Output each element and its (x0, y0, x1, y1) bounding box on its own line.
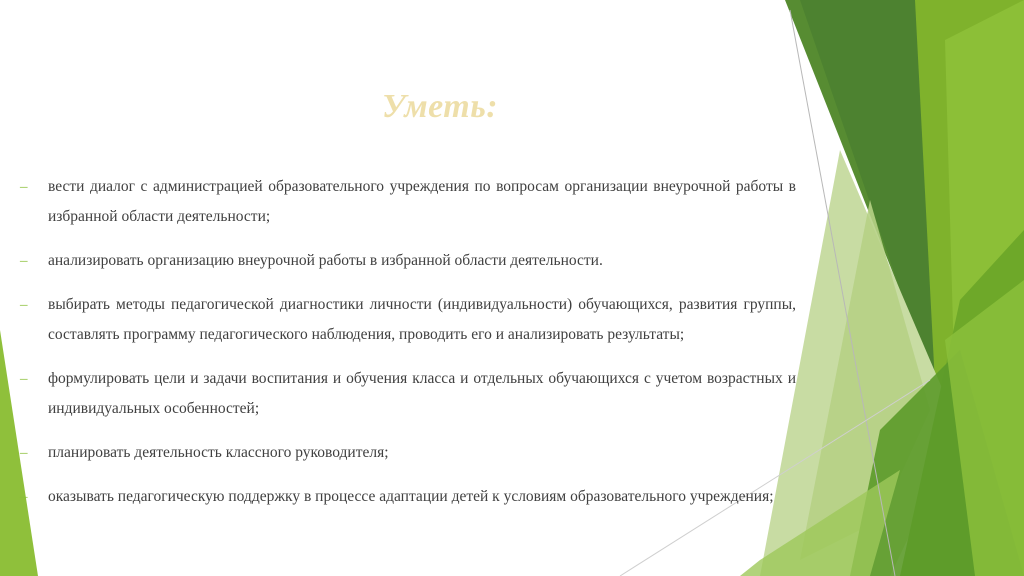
bullet-list (20, 172, 796, 526)
list-item (20, 438, 796, 468)
list-item-text: анализировать организацию внеурочной работы в избранной области деятельности. (48, 252, 603, 269)
slide-title: Уметь: (381, 88, 499, 125)
list-item-text: оказывать педагогическую поддержку в процессе адаптации детей к условиям образовательного учреждения; (48, 488, 774, 505)
list-item (20, 482, 796, 512)
bullet-dash-icon: – (20, 489, 28, 505)
list-item (20, 364, 796, 424)
list-item-text: планировать деятельность классного руководителя; (48, 444, 389, 461)
bullet-dash-icon: – (20, 297, 28, 313)
bullet-dash-icon: – (20, 445, 28, 461)
list-item (20, 172, 796, 232)
bullet-dash-icon: – (20, 253, 28, 269)
bullet-dash-icon: – (20, 179, 28, 195)
list-item (20, 290, 796, 350)
bullet-dash-icon: – (20, 371, 28, 387)
list-item (20, 246, 796, 276)
list-item-text: формулировать цели и задачи воспитания и обучения класса и отдельных обучающихся с учетом возрастных и индивидуальных особенностей; (48, 370, 796, 417)
list-item-text: выбирать методы педагогической диагностики личности (индивидуальности) обучающихся, развития группы, составлять программу педагогического наблюдения, проводить его и анализировать результаты; (48, 296, 796, 343)
list-item-text: вести диалог с администрацией образовательного учреждения по вопросам организации внеурочной работы в избранной области деятельности; (48, 178, 796, 225)
